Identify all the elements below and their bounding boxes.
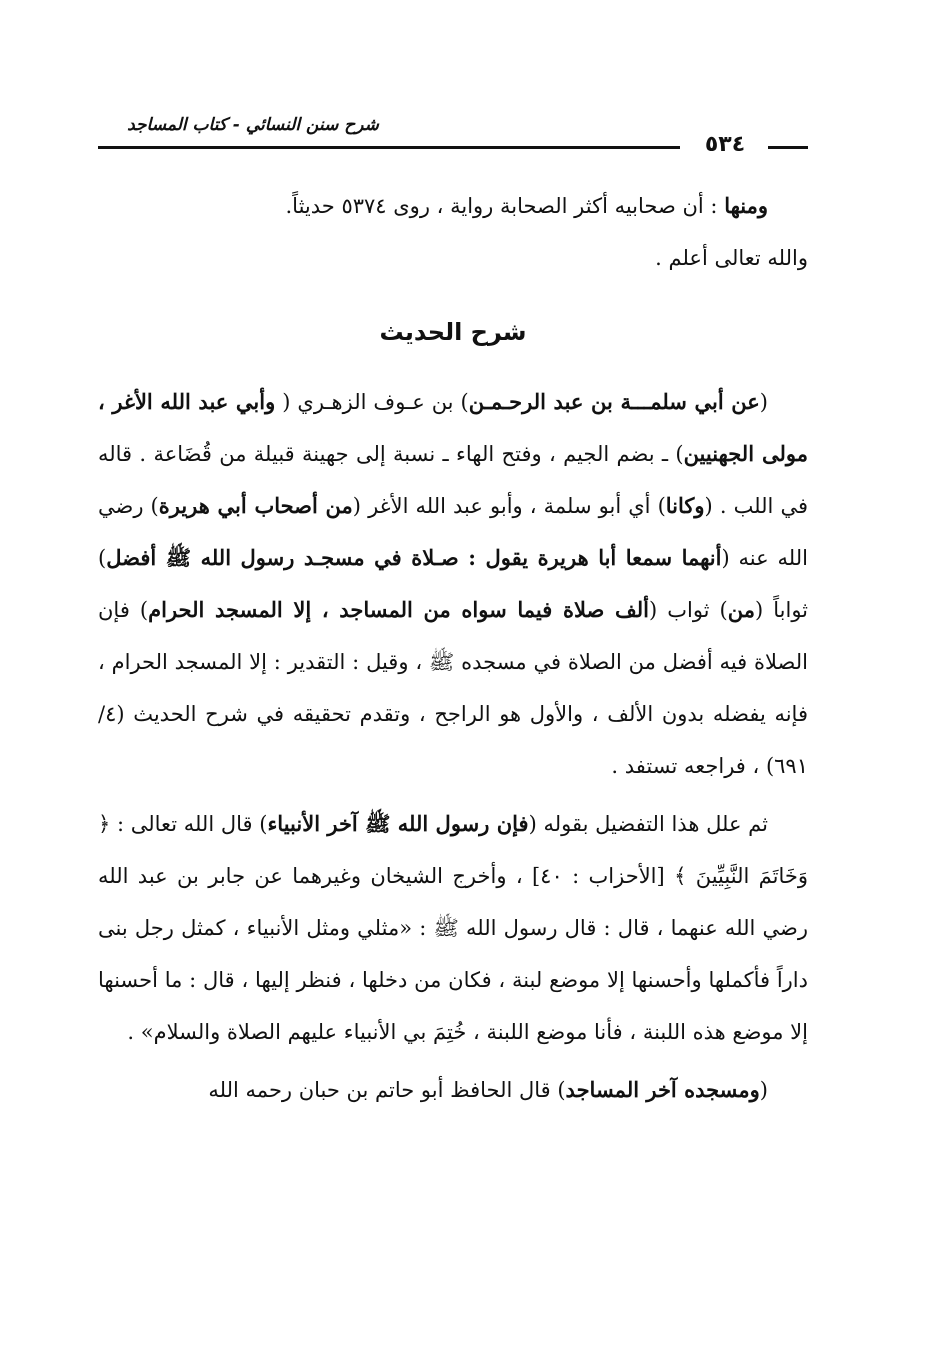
quoted-text: وأبي عبد الله الأغر ، مولى الجهنيين [98,389,808,466]
commentary-text: ) ثواباً ( [98,546,809,622]
commentary-paragraph-2 [98,798,808,1058]
commentary-text: ) قال الحافظ أبو حاتم بن حبان رحمه الله [208,1078,566,1102]
quoted-text: فإن رسول الله ﷺ آخر الأنبياء [267,811,529,836]
quoted-text: ومسجده آخر المساجد [565,1077,760,1102]
commentary-paragraph-3 [98,1064,808,1116]
header-rule-short [768,146,808,149]
paren: ( [759,390,768,414]
commentary-text: ) أي أبو سلمة ، وأبو عبد الله الأغر ( [352,494,666,518]
intro-text: : أن صحابيه أكثر الصحابة رواية ، روى ٥٣٧٤ حديثاً. [285,194,725,218]
running-title: شرح سنن النسائي - كتاب المساجد [127,115,379,135]
commentary-text: ) فإن الصلاة فيه أفضل من الصلاة في مسجده ﷺ ، وقيل : التقدير : إلا المسجد الحرام ، فإنه يفضله بدون الألف ، والأول هو الراجح ، وتقدم تحقيقه في شرح الحديث (٤/ ٦٩١) ، فراجعه تستفد . [98,598,808,778]
intro-paragraph [98,180,808,284]
body-text [98,180,808,1116]
commentary-paragraph-1 [98,376,808,792]
quoted-text: وكانا [665,493,705,518]
commentary-text: ) بن عـوف الزهـري ( [275,390,469,414]
quoted-text: ألف صلاة فيما سواه من المساجد ، إلا المسجد الحرام [148,597,649,622]
commentary-text: ) رضي الله عنه ( [98,494,808,570]
quoted-text: عن أبي سلمـــة بن عبد الرحـمـن [468,389,760,414]
intro-closing: والله تعالى أعلم . [655,246,808,270]
quoted-text: من أصحاب أبي هريرة [158,493,353,518]
intro-lead: ومنها [724,193,768,218]
commentary-text: ) ـ بضم الجيم ، وفتح الهاء ـ نسبة إلى جهينة قبيلة من قُضَاعة . قاله في اللب . ( [98,442,808,518]
quoted-text: أنهما سمعا أبا هريرة يقول : صـلاة في مسجـد رسول الله ﷺ أفضل [106,545,722,570]
commentary-text: ثم علل هذا التفضيل بقوله ( [528,812,768,836]
commentary-text: ) قال الله تعالى : ﴿ وَخَاتَمَ النَّبِيِّينَ ﴾ [الأحزاب : ٤٠] ، وأخرج الشيخان وغيرهما عن جابر بن عبد الله رضي الله عنهما ، قال : قال رسول الله ﷺ : «مثلي ومثل الأنبياء ، كمثل رجل بنى داراً فأكملها وأحسنها إلا موضع لبنة ، فكان من دخلها ، فنظر إليها ، قال : ما أحسنها إلا موضع هذه اللبنة ، فأنا موضع اللبنة ، خُتِمَ بي الأنبياء عليهم الصلاة والسلام» . [98,812,809,1044]
quoted-text: من [727,597,755,622]
paren: ( [759,1078,768,1102]
page-number: ٥٣٤ [704,132,746,157]
commentary-text: ) ثواب ( [648,598,728,622]
page-header [98,112,808,162]
header-rule [98,146,680,149]
section-heading: شرح الحديث [379,318,527,346]
